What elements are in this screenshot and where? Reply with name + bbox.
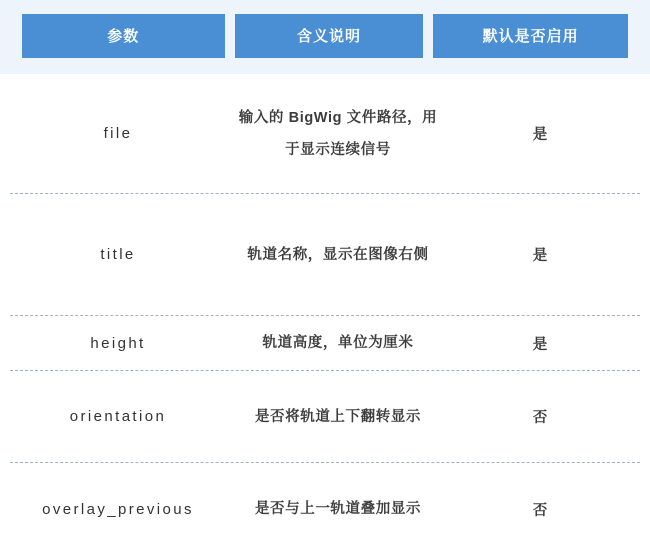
- cell-description: 输入的 BigWig 文件路径，用于显示连续信号: [238, 109, 438, 158]
- column-header-description: 含义说明: [235, 14, 424, 58]
- table-header-band: [0, 0, 650, 74]
- table-row: [10, 194, 640, 316]
- cell-default: 是: [532, 336, 548, 353]
- cell-param: overlay_previous: [42, 500, 194, 518]
- cell-default: 是: [532, 127, 548, 143]
- column-header-default: 默认是否启用: [433, 14, 628, 58]
- cell-param: orientation: [69, 408, 167, 425]
- cell-default: 是: [532, 248, 548, 264]
- cell-default: 否: [532, 502, 548, 519]
- table-row: [10, 74, 640, 194]
- table-row: [10, 316, 640, 371]
- cell-description: 轨道高度，单位为厘米: [262, 335, 414, 351]
- column-header-param: 参数: [22, 14, 225, 58]
- cell-param: height: [90, 334, 146, 352]
- table-row: [10, 371, 640, 463]
- table-body: [0, 74, 650, 555]
- table-header-row: [8, 14, 642, 58]
- cell-description: 是否与上一轨道叠加显示: [254, 501, 422, 517]
- cell-description: 是否将轨道上下翻转显示: [254, 408, 422, 425]
- table-row: [10, 463, 640, 555]
- cell-param: file: [103, 125, 133, 142]
- cell-param: title: [100, 246, 136, 263]
- cell-default: 否: [532, 410, 548, 426]
- cell-description: 轨道名称，显示在图像右侧: [247, 246, 429, 263]
